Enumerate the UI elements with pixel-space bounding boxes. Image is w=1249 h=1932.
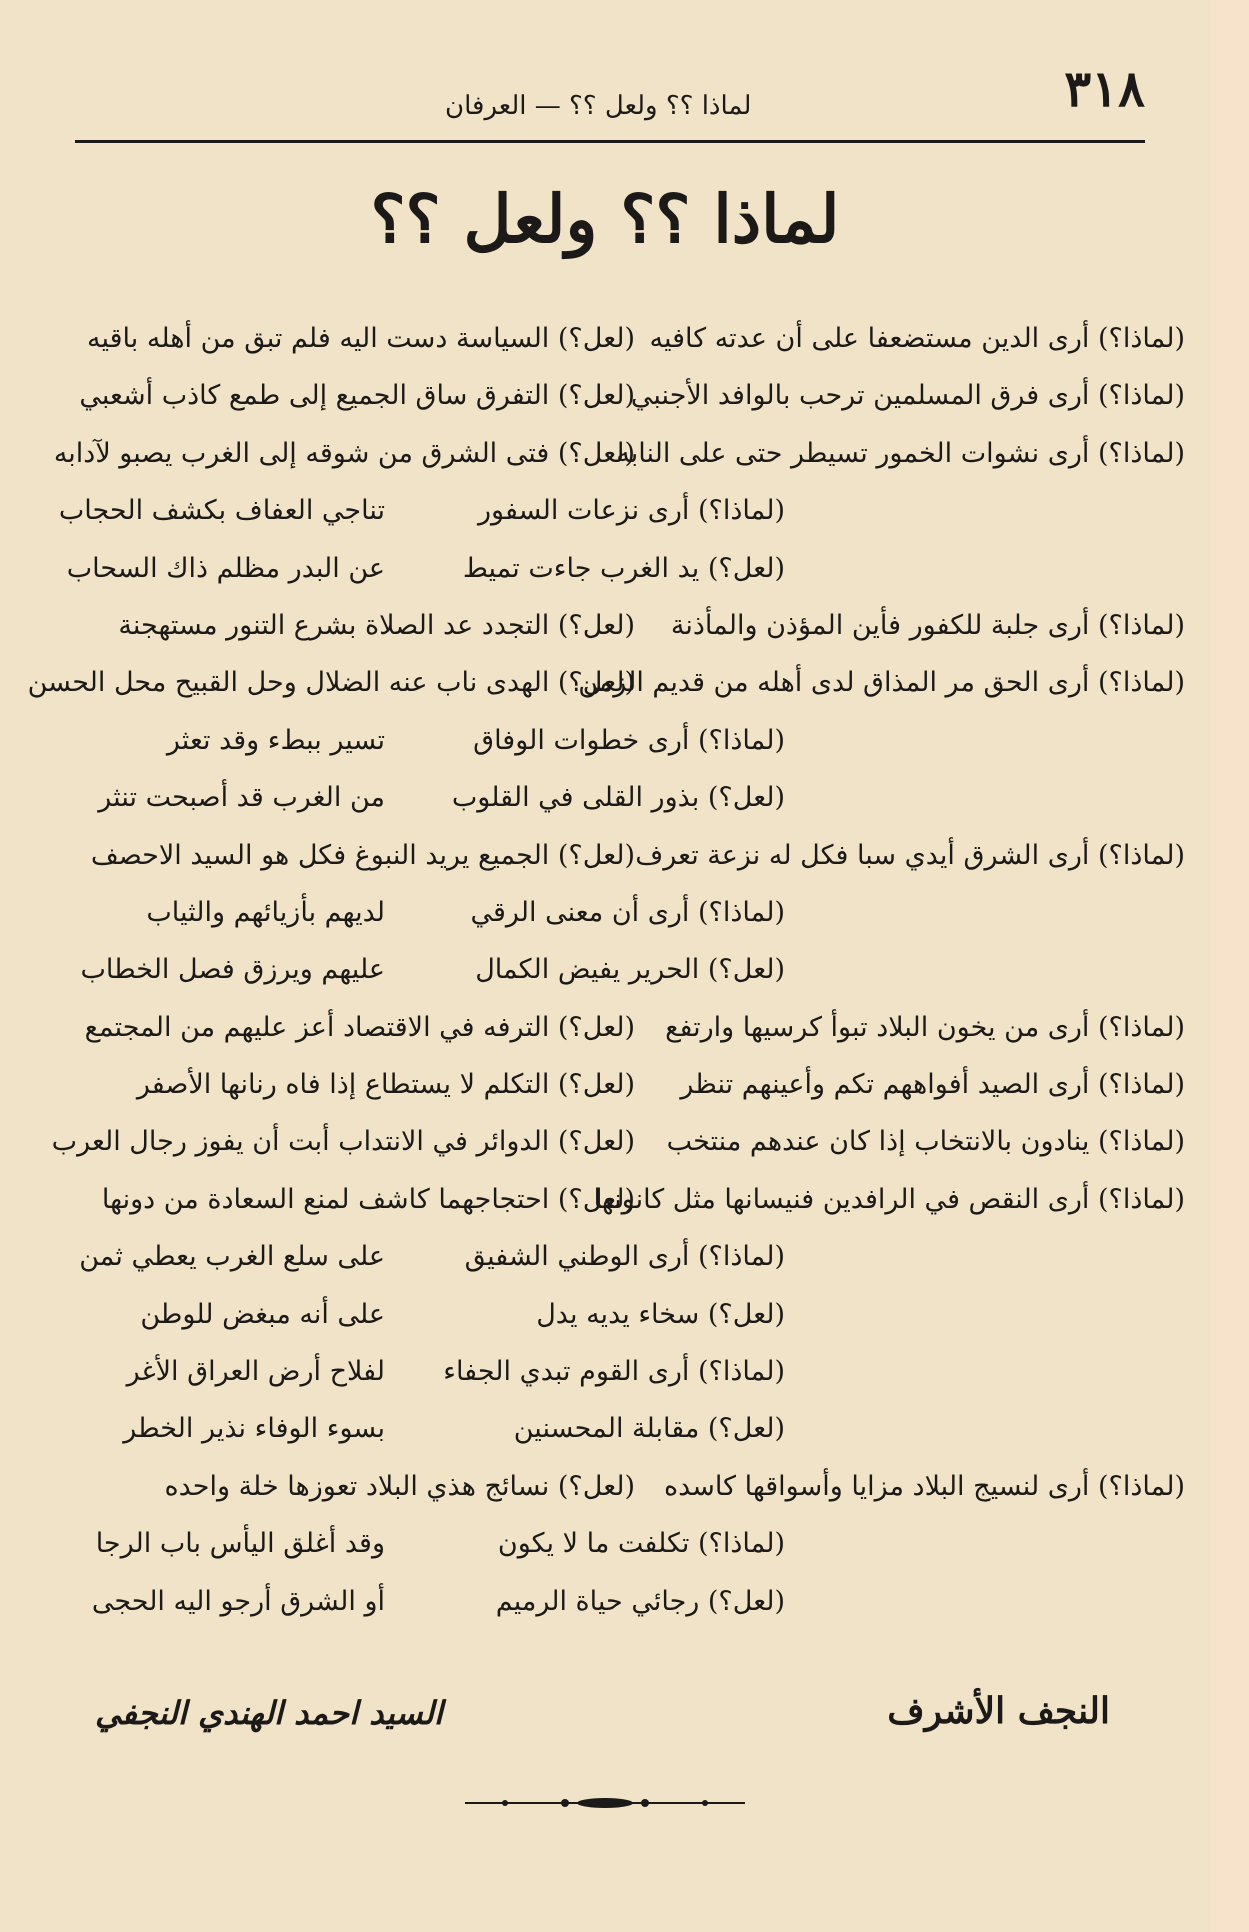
verse-second-hemistich: (لعل؟) الهدى ناب عنه الضلال وحل القبيح محل الحسن xyxy=(27,667,635,699)
verse-first-hemistich: (لماذا؟) تكلفت ما لا يكون xyxy=(497,1528,785,1560)
verse-first-hemistich: (لعل؟) يد الغرب جاءت تميط xyxy=(462,552,785,584)
verse-second-hemistich: (لعل؟) الترفه في الاقتصاد أعز عليهم من المجتمع xyxy=(84,1011,635,1043)
verse-second-hemistich: عن البدر مظلم ذاك السحاب xyxy=(66,552,385,584)
verse-line xyxy=(0,884,1185,941)
verse-second-hemistich: على سلع الغرب يعطي ثمن xyxy=(79,1241,385,1273)
verse-second-hemistich: وقد أغلق اليأس باب الرجا xyxy=(95,1528,385,1560)
verse-line xyxy=(0,597,1185,654)
poem-title: لماذا ؟؟ ولعل ؟؟ xyxy=(370,180,840,258)
verse-line xyxy=(0,1400,1185,1457)
verse-first-hemistich: (لماذا؟) أرى فرق المسلمين ترحب بالوافد الأجنبي xyxy=(630,380,1185,412)
verse-second-hemistich: (لعل؟) التكلم لا يستطاع إذا فاه رنانها الأصفر xyxy=(136,1069,635,1101)
verse-second-hemistich: (لعل؟) احتجاجهما كاشف لمنع السعادة من دونها xyxy=(101,1183,635,1215)
verse-second-hemistich: (لعل؟) الدوائر في الانتداب أبت أن يفوز رجال العرب xyxy=(51,1126,635,1158)
verse-first-hemistich: (لماذا؟) أرى جلبة للكفور فأين المؤذن والمأذنة xyxy=(670,609,1185,641)
verse-first-hemistich: (لعل؟) سخاء يديه يدل xyxy=(536,1298,785,1330)
verse-first-hemistich: (لماذا؟) ينادون بالانتخاب إذا كان عندهم منتخب xyxy=(666,1126,1185,1158)
verse-second-hemistich: تسير ببطء وقد تعثر xyxy=(166,724,385,756)
verse-first-hemistich: (لماذا؟) أرى نزعات السفور xyxy=(477,495,785,527)
verse-line xyxy=(0,999,1185,1056)
verse-second-hemistich: من الغرب قد أصبحت تنثر xyxy=(98,782,385,814)
verse-first-hemistich: (لعل؟) مقابلة المحسنين xyxy=(513,1413,785,1445)
verse-line xyxy=(0,1515,1185,1572)
verse-line xyxy=(0,1573,1185,1630)
verse-line xyxy=(0,1113,1185,1170)
verse-first-hemistich: (لماذا؟) أرى الشرق أيدي سبا فكل له نزعة تعرف xyxy=(635,839,1185,871)
verse-line xyxy=(0,654,1185,711)
page-footer xyxy=(0,1690,1210,1770)
verse-line xyxy=(0,1458,1185,1515)
verse-second-hemistich: لديهم بأزيائهم والثياب xyxy=(146,896,385,928)
ornament-divider xyxy=(465,1795,745,1811)
header-rule xyxy=(75,140,1145,143)
running-title: لماذا ؟؟ ولعل ؟؟ — العرفان xyxy=(445,91,752,121)
verse-second-hemistich: لفلاح أرض العراق الأغر xyxy=(126,1356,385,1388)
verse-second-hemistich: (لعل؟) الجميع يريد النبوغ فكل هو السيد الاحصف xyxy=(90,839,635,871)
verse-line xyxy=(0,941,1185,998)
verse-second-hemistich: أو الشرق أرجو اليه الحجى xyxy=(91,1585,385,1617)
verse-first-hemistich: (لماذا؟) أرى الحق مر المذاق لدى أهله من قديم الزمن xyxy=(578,667,1185,699)
verse-first-hemistich: (لماذا؟) أرى الوطني الشفيق xyxy=(464,1241,785,1273)
verse-first-hemistich: (لماذا؟) أرى القوم تبدي الجفاء xyxy=(443,1356,785,1388)
verse-first-hemistich: (لماذا؟) أرى النقص في الرافدين فنيسانها مثل كانونها xyxy=(593,1183,1185,1215)
verse-second-hemistich: (لعل؟) التجدد عد الصلاة بشرع التنور مستهجنة xyxy=(118,609,635,641)
verse-first-hemistich: (لماذا؟) أرى خطوات الوفاق xyxy=(473,724,785,756)
poem-verses xyxy=(0,310,1185,1630)
verse-line xyxy=(0,540,1185,597)
place-name: النجف الأشرف xyxy=(887,1690,1110,1732)
page-number: ٣١٨ xyxy=(1064,59,1145,118)
verse-first-hemistich: (لماذا؟) أرى من يخون البلاد تبوأ كرسيها وارتفع xyxy=(665,1011,1185,1043)
verse-line xyxy=(0,1056,1185,1113)
verse-line xyxy=(0,367,1185,424)
verse-line xyxy=(0,1171,1185,1228)
verse-first-hemistich: (لماذا؟) أرى لنسيج البلاد مزايا وأسواقها كاسده xyxy=(663,1470,1185,1502)
author-name: السيد احمد الهندي النجفي xyxy=(95,1694,443,1732)
verse-first-hemistich: (لماذا؟) أرى أن معنى الرقي xyxy=(470,896,785,928)
verse-second-hemistich: (لعل؟) السياسة دست اليه فلم تبق من أهله باقيه xyxy=(87,323,635,354)
verse-second-hemistich: عليهم ويرزق فصل الخطاب xyxy=(80,954,385,986)
verse-first-hemistich: (لماذا؟) أرى الدين مستضعفا على أن عدته كافيه xyxy=(649,323,1185,354)
verse-line xyxy=(0,482,1185,539)
verse-line xyxy=(0,1286,1185,1343)
verse-line xyxy=(0,1228,1185,1285)
verse-first-hemistich: (لماذا؟) أرى الصيد أفواههم تكم وأعينهم تنظر xyxy=(680,1069,1185,1101)
verse-line xyxy=(0,425,1185,482)
verse-line xyxy=(0,1343,1185,1400)
verse-second-hemistich: (لعل؟) التفرق ساق الجميع إلى طمع كاذب أشعبي xyxy=(79,380,635,412)
verse-second-hemistich: بسوء الوفاء نذير الخطر xyxy=(123,1413,385,1445)
verse-first-hemistich: (لعل؟) رجائي حياة الرميم xyxy=(495,1585,785,1617)
verse-second-hemistich: تناجي العفاف بكشف الحجاب xyxy=(58,495,385,527)
verse-second-hemistich: (لعل؟) فتى الشرق من شوقه إلى الغرب يصبو لآدابه xyxy=(53,437,635,469)
verse-first-hemistich: (لماذا؟) أرى نشوات الخمور تسيطر حتى على النابه xyxy=(616,437,1185,469)
verse-line xyxy=(0,310,1185,367)
page-header xyxy=(75,55,1145,145)
verse-first-hemistich: (لعل؟) بذور القلى في القلوب xyxy=(451,782,785,814)
verse-line xyxy=(0,769,1185,826)
verse-line xyxy=(0,827,1185,884)
verse-second-hemistich: (لعل؟) نسائج هذي البلاد تعوزها خلة واحده xyxy=(164,1470,635,1502)
verse-line xyxy=(0,712,1185,769)
verse-first-hemistich: (لعل؟) الحرير يفيض الكمال xyxy=(475,954,785,986)
verse-second-hemistich: على أنه مبغض للوطن xyxy=(140,1298,385,1330)
